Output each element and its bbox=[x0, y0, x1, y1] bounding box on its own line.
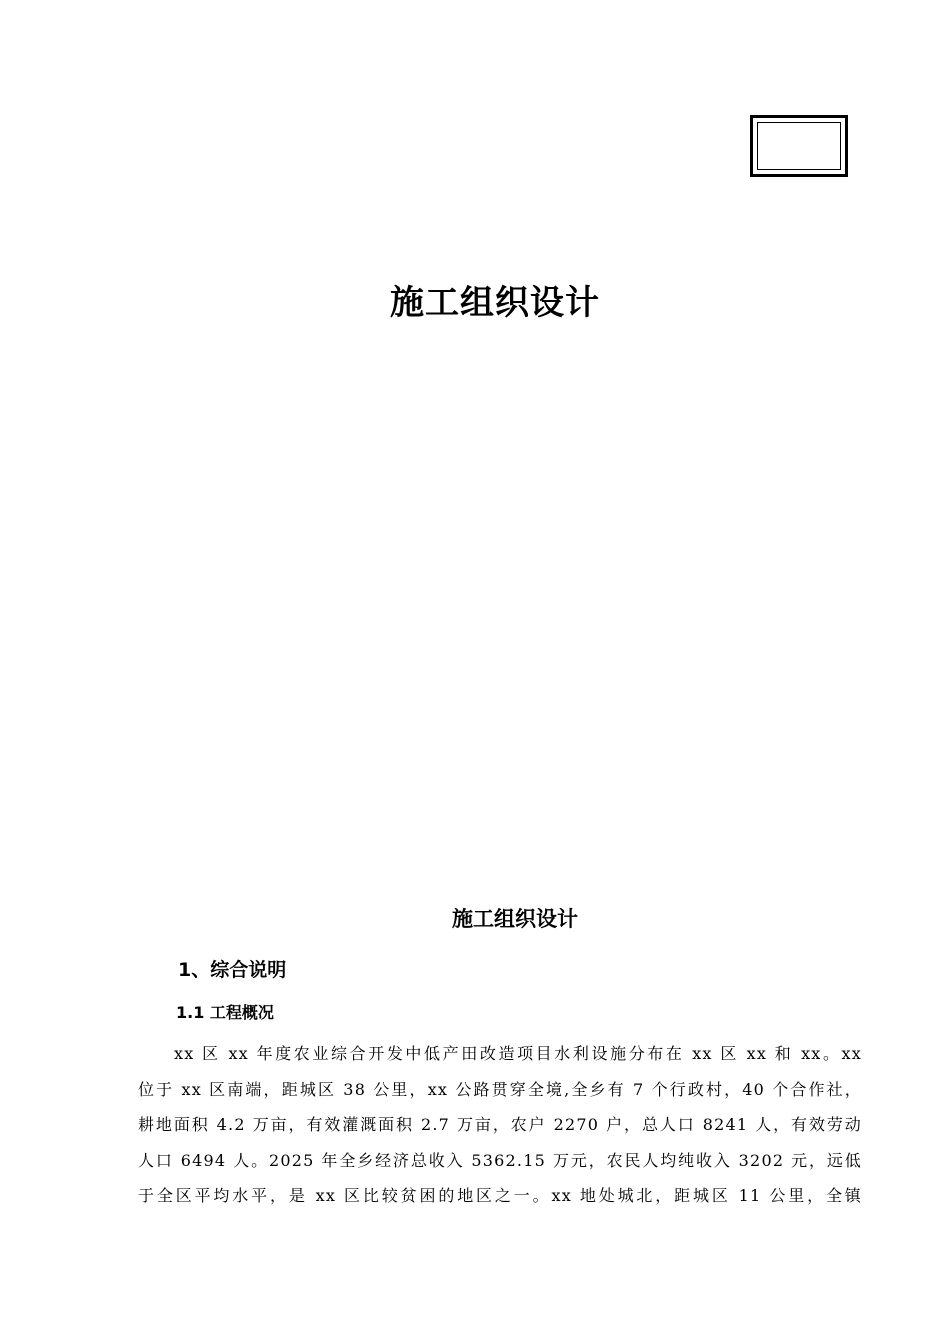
paragraph-line: 于全区平均水平，是 xx 区比较贫困的地区之一。xx 地处城北，距城区 11 公里，全镇 bbox=[138, 1186, 862, 1205]
overview-paragraph bbox=[138, 1036, 862, 1214]
cover-title: 施工组织设计 bbox=[390, 283, 600, 323]
paragraph-line: xx 区 xx 年度农业综合开发中低产田改造项目水利设施分布在 xx 区 xx 和 xx。xx bbox=[174, 1044, 862, 1063]
paragraph-line: 耕地面积 4.2 万亩，有效灌溉面积 2.7 万亩，农户 2270 户，总人口 8241 人，有效劳动 bbox=[138, 1115, 862, 1134]
paragraph-line: 人口 6494 人。2025 年全乡经济总收入 5362.15 万元，农民人均纯收入 3202 元，远低 bbox=[138, 1150, 862, 1170]
paragraph-line: 位于 xx 区南端，距城区 38 公里，xx 公路贯穿全境,全乡有 7 个行政村，40 个合作社， bbox=[138, 1079, 862, 1099]
document-title: 施工组织设计 bbox=[452, 907, 578, 931]
corner-frame-box bbox=[750, 115, 848, 177]
subsection-heading: 1.1 工程概况 bbox=[176, 1003, 274, 1022]
section-heading: 1、综合说明 bbox=[178, 959, 287, 981]
